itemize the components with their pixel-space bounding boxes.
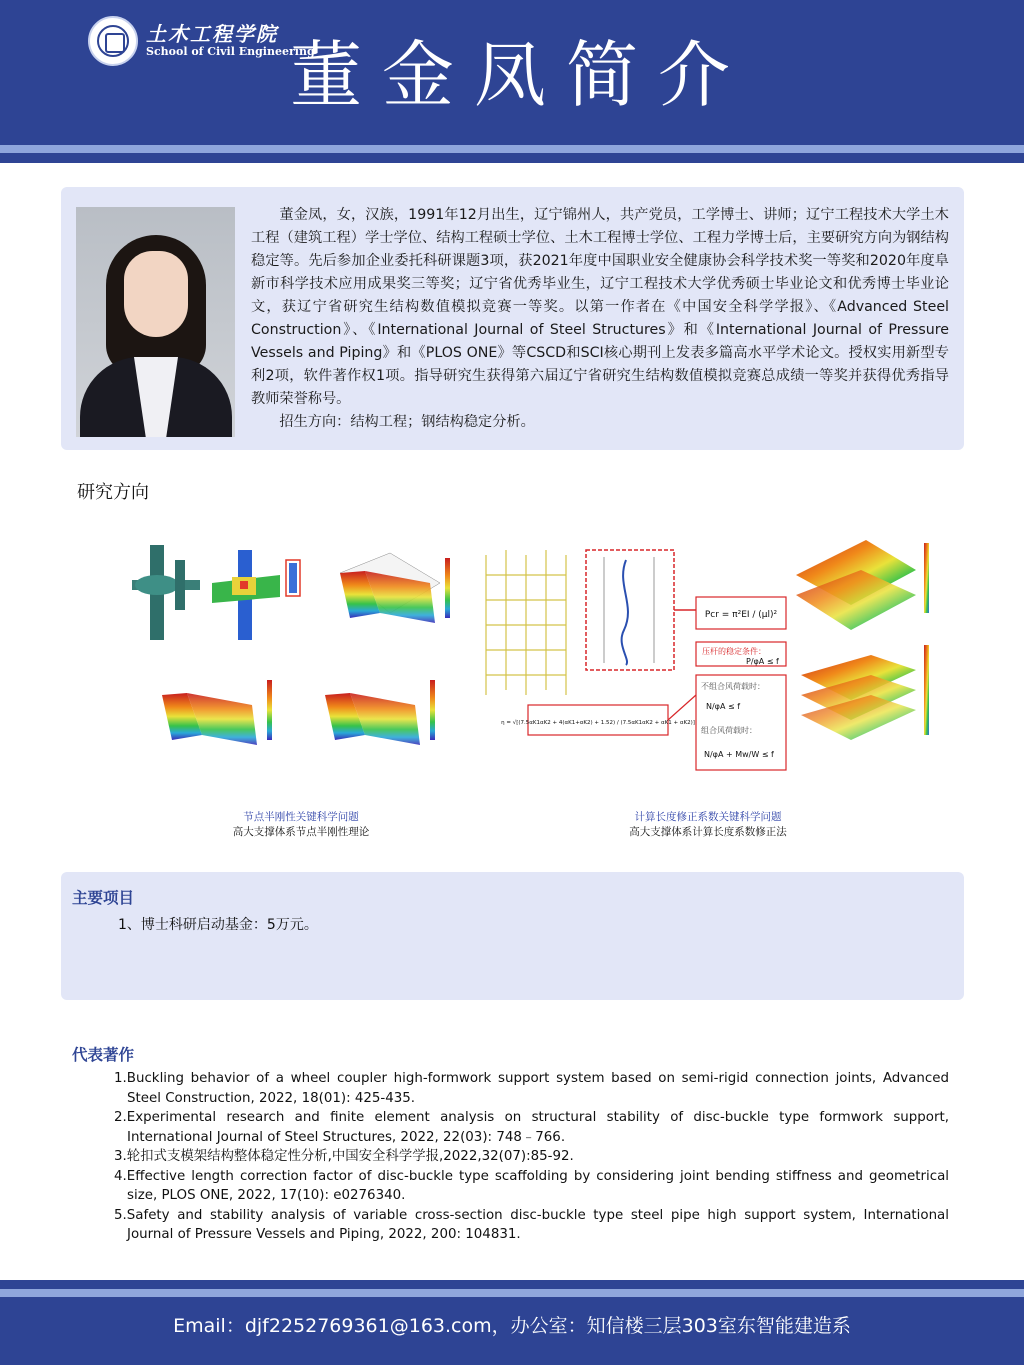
figure-caption-2: [548, 810, 868, 840]
publication-item: 4.Effective length correction factor of disc-buckle type scaffolding by considering joint bending stiffness and geometrical size, PLOS ONE, 2022, 17(10): e0276340.: [114, 1168, 949, 1203]
research-heading: 研究方向: [77, 482, 149, 503]
caption-title: 计算长度修正系数关键科学问题: [634, 811, 782, 823]
projects-card: [61, 872, 964, 1000]
no-wind-formula: N/φA ≤ f: [706, 702, 741, 711]
projects-heading: 主要项目: [72, 889, 135, 907]
caption-subtitle: 高大支撑体系节点半刚性理论: [232, 826, 370, 838]
bio-paragraph: 董金凤，女，汉族，1991年12月出生，辽宁锦州人，共产党员，工学博士、讲师；辽宁工程技术大学土木工程（建筑工程）学士学位、结构工程硕士学位、土木工程博士学位、工程力学博士后，主要研究方向为钢结构稳定等。先后参加企业委托科研课题3项，获2021年度中国职业安全健康协会科学技术奖一等奖和2020年度阜新市科学技术应用成果奖三等奖；辽宁省优秀毕业生，辽宁工程技术大学优秀硕士毕业论文和优秀博士毕业论文，获辽宁省研究生结构数值模拟竞赛一等奖。以第一作者在《中国安全科学学报》、《Advanced Steel Construction》、《International Journal of Steel Structures》和《International Journal of Pressure Vessels and Piping》和《PLOS ONE》等CSCD和SCI核心期刊上发表多篇高水平学术论文。授权实用新型专利2项，软件著作权1项。指导研究生获得第六届辽宁省研究生结构数值模拟竞赛总成绩一等奖并获得优秀指导教师荣誉称号。: [251, 207, 949, 407]
publication-item: 3.轮扣式支模架结构整体稳定性分析,中国安全科学学报,2022,32(07):85-92.: [114, 1149, 574, 1164]
school-logo-icon: [88, 16, 138, 66]
page-title: 董金凤简介: [290, 33, 751, 117]
wind-formula: N/φA + Mw/W ≤ f: [704, 750, 774, 759]
bio-text: [251, 204, 949, 434]
eta-formula: η = √[(7.5αK1αK2 + 4(αK1+αK2) + 1.52) / (7.5αK1αK2 + αK1 + αK2)]: [501, 720, 695, 726]
caption-subtitle: 高大支撑体系计算长度系数修正法: [629, 826, 787, 838]
footer-stripe: [0, 1289, 1024, 1297]
portrait-photo: [76, 207, 235, 437]
wind-label: 组合风荷载时：: [701, 726, 757, 735]
caption-title: 节点半刚性关键科学问题: [243, 811, 359, 823]
publication-item: 1.Buckling behavior of a wheel coupler high-formwork support system based on semi-rigid connection joints, Advanced Steel Construction, 2022, 18(01): 425-435.: [114, 1071, 949, 1106]
figure-length-factor: [476, 535, 944, 775]
footer-contact: Email：djf2252769361@163.com，办公室：知信楼三层303室东智能建造系: [173, 1315, 851, 1337]
formula-pcr: Pcr = π²EI / (μl)²: [704, 610, 778, 620]
footer-stripe: [0, 1280, 1024, 1289]
project-item: 1、博士科研启动基金：5万元。: [118, 917, 318, 933]
publication-item: 5.Safety and stability analysis of variable cross-section disc-buckle type steel pipe high support system, International Journal of Pressure Vessels and Piping, 2022, 200: 104831.: [114, 1207, 949, 1242]
bio-recruitment: 招生方向：结构工程；钢结构稳定分析。: [279, 414, 535, 430]
stability-label: 压杆的稳定条件：: [702, 647, 766, 656]
header-stripe: [0, 145, 1024, 153]
school-name-en: School of Civil Engineering: [146, 45, 315, 58]
figure-semi-rigid: [120, 525, 458, 795]
figure-caption-1: [141, 810, 461, 840]
publications-list: [114, 1069, 949, 1245]
header-stripe: [0, 153, 1024, 163]
stability-formula: P/φA ≤ f: [746, 657, 779, 666]
publication-item: 2.Experimental research and finite element analysis on structural stability of disc-buckle type formwork support, International Journal of Steel Structures, 2022, 22(03): 748﹣766.: [114, 1110, 949, 1145]
no-wind-label: 不组合风荷载时：: [701, 682, 765, 691]
school-name-cn: 土木工程学院: [146, 22, 278, 46]
publications-heading: 代表著作: [72, 1046, 135, 1064]
